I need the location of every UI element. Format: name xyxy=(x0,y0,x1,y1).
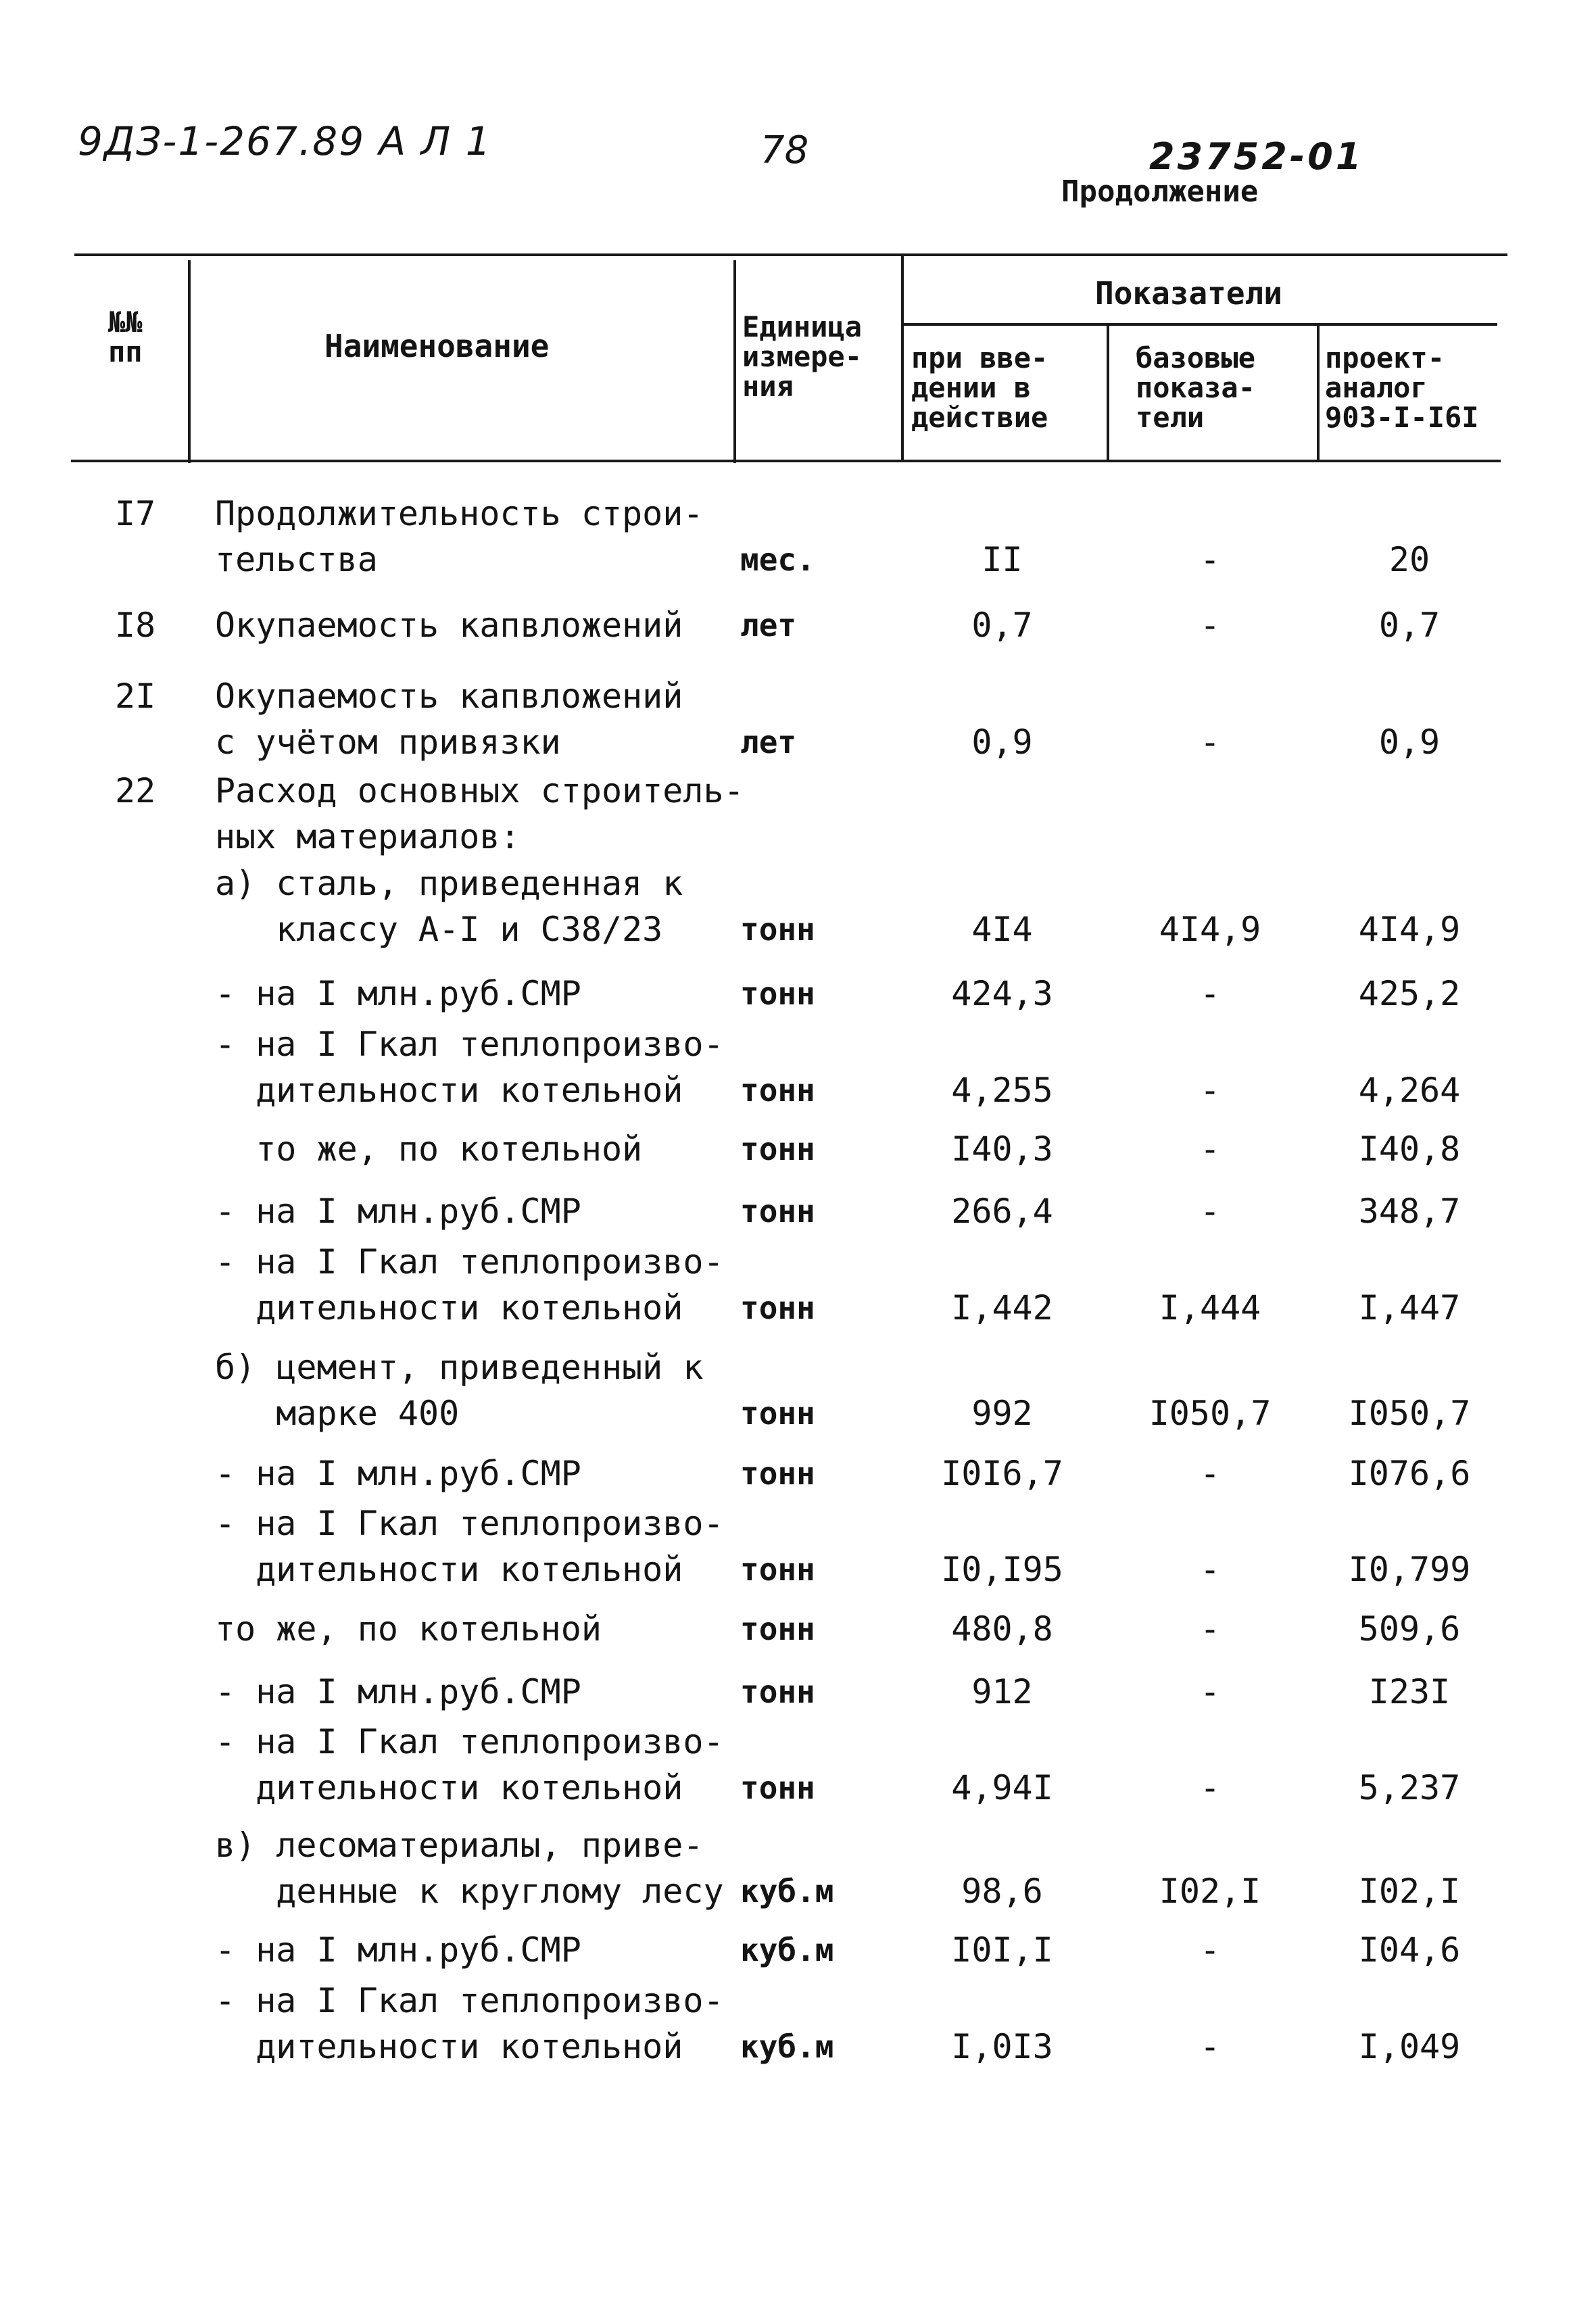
row-name-line: - на I Гкал теплопроизво- xyxy=(215,1504,724,1543)
value-project-analog: 0,7 xyxy=(1378,606,1441,645)
column-header-base-indicators: базовые показа- тели xyxy=(1136,341,1256,434)
row-unit: тонн xyxy=(740,1611,815,1647)
value-on-commissioning: II xyxy=(982,540,1023,579)
row-name-line: - на I млн.руб.СМР xyxy=(215,974,581,1013)
value-base-indicator: - xyxy=(1199,1672,1221,1711)
value-project-analog: 4,264 xyxy=(1358,1071,1461,1110)
value-on-commissioning: 266,4 xyxy=(951,1192,1053,1231)
value-on-commissioning: 0,7 xyxy=(971,606,1033,645)
value-on-commissioning: 4I4 xyxy=(971,910,1033,949)
row-name-line: ных материалов: xyxy=(215,817,521,856)
value-project-analog: I076,6 xyxy=(1348,1454,1471,1493)
page-number: 78 xyxy=(760,128,809,172)
row-unit: тонн xyxy=(740,1193,815,1229)
value-project-analog: 0,9 xyxy=(1378,723,1441,762)
value-base-indicator: - xyxy=(1199,1550,1221,1589)
value-project-analog: I,447 xyxy=(1358,1288,1461,1327)
value-base-indicator: - xyxy=(1199,1129,1221,1169)
row-name-line: б) цемент, приведенный к xyxy=(215,1348,704,1387)
row-number: I7 xyxy=(115,494,156,533)
value-project-analog: I02,I xyxy=(1358,1872,1461,1911)
row-unit: тонн xyxy=(740,975,815,1012)
value-project-analog: I23I xyxy=(1368,1672,1451,1711)
value-on-commissioning: 98,6 xyxy=(961,1872,1043,1911)
reference-code: 23752-01 xyxy=(1149,135,1364,178)
row-name-line: - на I Гкал теплопроизво- xyxy=(215,1722,724,1761)
value-base-indicator: - xyxy=(1199,723,1221,762)
value-project-analog: 509,6 xyxy=(1358,1609,1461,1649)
row-unit: тонн xyxy=(740,1551,815,1588)
row-unit: тонн xyxy=(740,1072,815,1108)
row-name-line: то же, по котельной xyxy=(215,1609,602,1649)
row-name-line: - на I млн.руб.СМР xyxy=(215,1930,581,1970)
row-name-line: в) лесоматериалы, приве- xyxy=(215,1826,704,1865)
row-unit: куб.м xyxy=(740,1932,834,1968)
value-on-commissioning: 4,94I xyxy=(951,1768,1053,1807)
value-on-commissioning: 4,255 xyxy=(951,1071,1053,1110)
row-name-line: то же, по котельной xyxy=(215,1129,643,1169)
column-header-no: №№ пп xyxy=(108,306,143,368)
row-unit: тонн xyxy=(740,911,815,948)
value-project-analog: I04,6 xyxy=(1358,1930,1461,1970)
value-base-indicator: - xyxy=(1199,1609,1221,1649)
row-name-line: - на I Гкал теплопроизво- xyxy=(215,1242,724,1282)
value-on-commissioning: I,442 xyxy=(951,1288,1053,1327)
value-base-indicator: - xyxy=(1199,1192,1221,1231)
column-header-name: Наименование xyxy=(324,328,550,364)
value-base-indicator: 4I4,9 xyxy=(1159,910,1261,949)
row-name-line: Окупаемость капвложений xyxy=(215,606,683,645)
row-name-line: Продолжительность строи- xyxy=(215,494,704,533)
row-unit: тонн xyxy=(740,1770,815,1806)
row-name-line: - на I Гкал теплопроизво- xyxy=(215,1981,724,2020)
row-number: 2I xyxy=(115,677,156,716)
value-base-indicator: - xyxy=(1199,1071,1221,1110)
row-name-line: дительности котельной xyxy=(215,2027,683,2066)
value-project-analog: 20 xyxy=(1388,540,1430,579)
row-unit: тонн xyxy=(740,1131,815,1167)
value-on-commissioning: 992 xyxy=(971,1394,1033,1433)
value-base-indicator: I050,7 xyxy=(1148,1394,1272,1433)
value-project-analog: 4I4,9 xyxy=(1358,910,1461,949)
row-name-line: денные к круглому лесу xyxy=(215,1872,724,1911)
value-base-indicator: - xyxy=(1199,1454,1221,1493)
value-base-indicator: - xyxy=(1199,1930,1221,1970)
row-unit: тонн xyxy=(740,1395,815,1432)
row-name-line: тельства xyxy=(215,540,378,579)
row-name-line: с учётом привязки xyxy=(215,723,561,762)
row-unit: мес. xyxy=(740,541,815,578)
value-on-commissioning: I0,I95 xyxy=(941,1550,1063,1589)
value-project-analog: I40,8 xyxy=(1358,1129,1461,1169)
row-name-line: дительности котельной xyxy=(215,1550,683,1589)
value-on-commissioning: 912 xyxy=(971,1672,1033,1711)
row-name-line: марке 400 xyxy=(215,1394,460,1433)
row-unit: лет xyxy=(740,724,797,760)
column-header-indicators: Показатели xyxy=(1095,275,1282,312)
value-project-analog: I,049 xyxy=(1358,2027,1461,2066)
value-base-indicator: - xyxy=(1199,974,1221,1013)
row-unit: лет xyxy=(740,607,797,643)
row-name-line: дительности котельной xyxy=(215,1768,683,1807)
column-header-unit: Единица измере- ния xyxy=(742,310,863,403)
value-base-indicator: - xyxy=(1199,1768,1221,1807)
value-base-indicator: - xyxy=(1199,2027,1221,2066)
document-code: 9ДЗ-1-267.89 А Л 1 xyxy=(78,118,492,164)
row-name-line: - на I млн.руб.СМР xyxy=(215,1454,581,1493)
value-on-commissioning: I0I,I xyxy=(951,1930,1053,1970)
row-number: 22 xyxy=(115,771,156,810)
row-name-line: дительности котельной xyxy=(215,1288,683,1327)
value-base-indicator: - xyxy=(1199,540,1221,579)
row-name-line: а) сталь, приведенная к xyxy=(215,864,683,903)
value-project-analog: I0,799 xyxy=(1348,1550,1471,1589)
row-unit: тонн xyxy=(740,1674,815,1710)
value-base-indicator: I02,I xyxy=(1159,1872,1261,1911)
row-name-line: - на I Гкал теплопроизво- xyxy=(215,1025,724,1064)
value-on-commissioning: 480,8 xyxy=(951,1609,1053,1649)
row-name-line: Окупаемость капвложений xyxy=(215,677,683,716)
row-name-line: классу А-I и С38/23 xyxy=(215,910,663,949)
column-header-on-commissioning: при вве- дении в действие xyxy=(911,341,1048,434)
value-on-commissioning: I0I6,7 xyxy=(941,1454,1063,1493)
value-project-analog: 348,7 xyxy=(1358,1192,1461,1231)
row-name-line: Расход основных строитель- xyxy=(215,771,744,810)
row-unit: куб.м xyxy=(740,2028,834,2065)
value-project-analog: 425,2 xyxy=(1358,974,1461,1013)
value-on-commissioning: I,0I3 xyxy=(951,2027,1053,2066)
value-on-commissioning: 0,9 xyxy=(971,723,1033,762)
row-unit: тонн xyxy=(740,1290,815,1326)
row-unit: тонн xyxy=(740,1455,815,1492)
row-name-line: - на I млн.руб.СМР xyxy=(215,1672,581,1711)
value-on-commissioning: I40,3 xyxy=(951,1129,1053,1169)
value-base-indicator: - xyxy=(1199,606,1221,645)
row-name-line: дительности котельной xyxy=(215,1071,683,1110)
row-name-line: - на I млн.руб.СМР xyxy=(215,1192,581,1231)
value-on-commissioning: 424,3 xyxy=(951,974,1053,1013)
row-number: I8 xyxy=(115,606,156,645)
value-project-analog: 5,237 xyxy=(1358,1768,1461,1807)
value-project-analog: I050,7 xyxy=(1348,1394,1471,1433)
row-unit: куб.м xyxy=(740,1873,834,1909)
continued-label: Продолжение xyxy=(1061,174,1259,209)
column-header-project-analog: проект- аналог 903-I-I6I xyxy=(1325,341,1479,434)
value-base-indicator: I,444 xyxy=(1159,1288,1261,1327)
